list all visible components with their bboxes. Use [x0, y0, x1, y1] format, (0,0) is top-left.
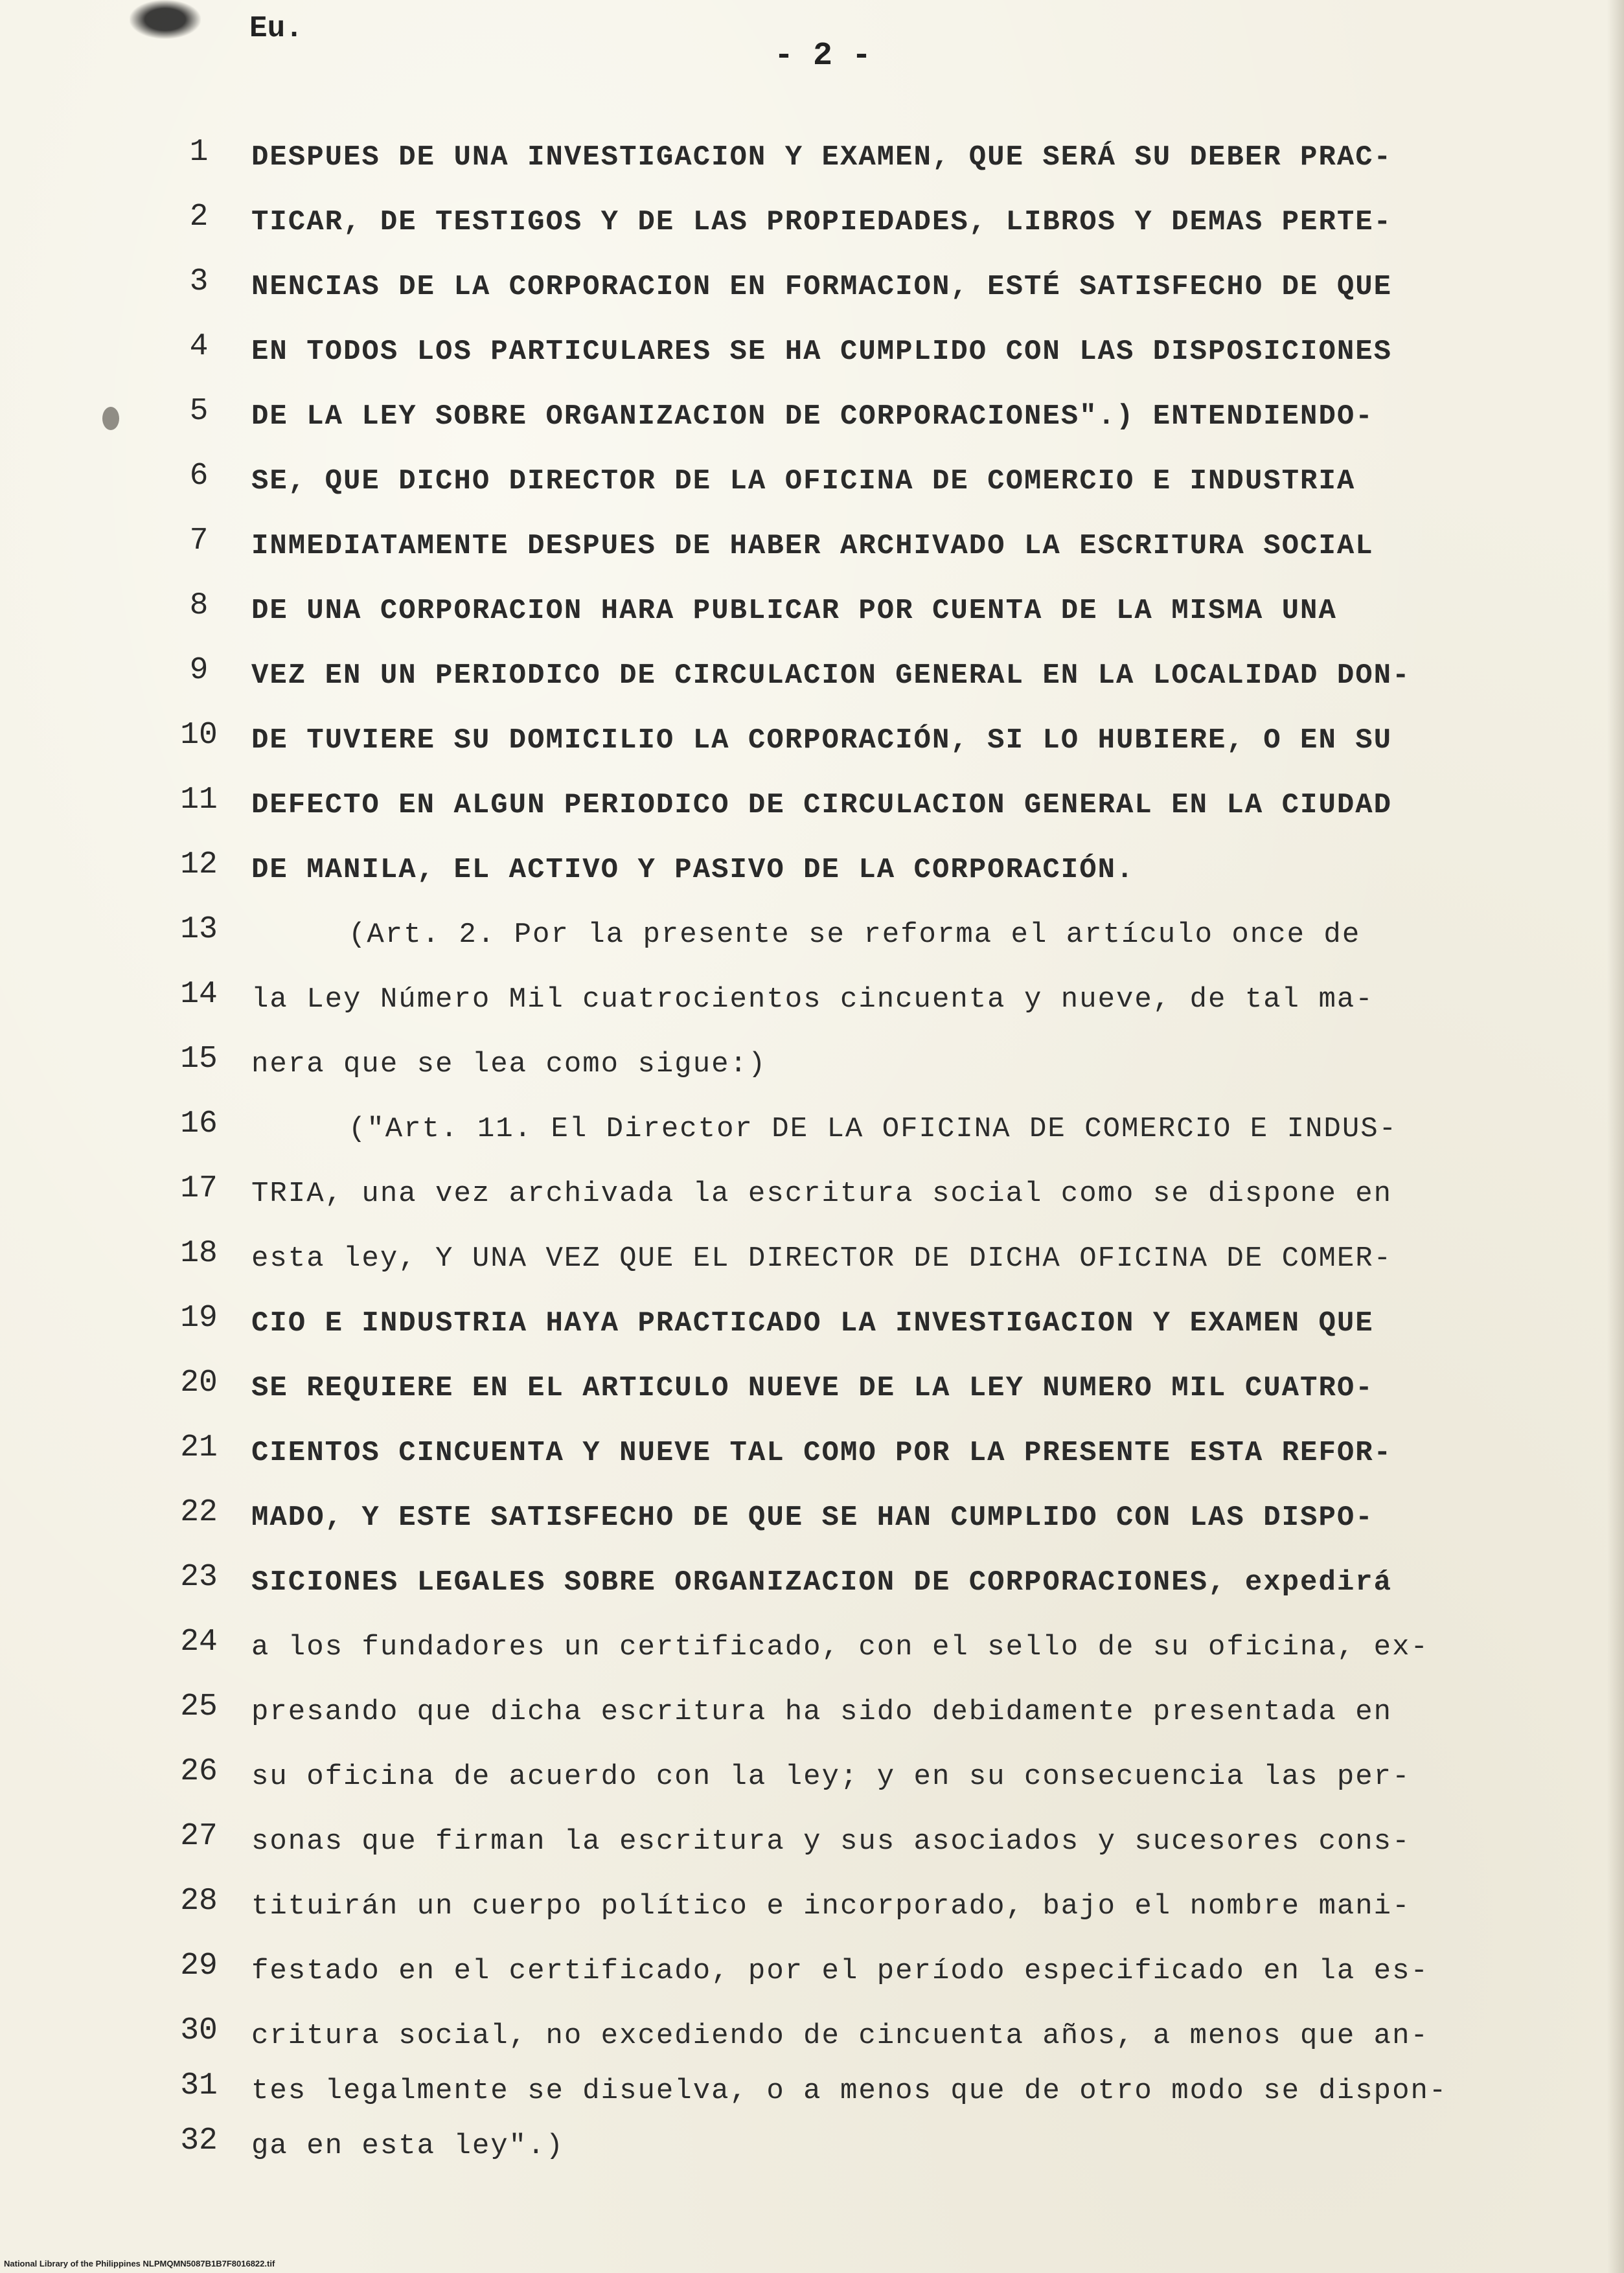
text-line: tes legalmente se disuelva, o a menos que de otro modo se dispon-	[251, 2075, 1448, 2107]
line-number: 18	[180, 1236, 218, 1271]
line-number: 24	[180, 1625, 218, 1660]
line-number: 20	[180, 1365, 218, 1400]
text-line: MADO, Y ESTE SATISFECHO DE QUE SE HAN CUMPLIDO CON LAS DISPO-	[251, 1502, 1374, 1534]
text-line: EN TODOS LOS PARTICULARES SE HA CUMPLIDO CON LAS DISPOSICIONES	[251, 336, 1393, 368]
text-line: TICAR, DE TESTIGOS Y DE LAS PROPIEDADES, LIBROS Y DEMAS PERTE-	[251, 206, 1393, 238]
text-line: critura social, no excediendo de cincuenta años, a menos que an-	[251, 2020, 1429, 2052]
text-line: DE MANILA, EL ACTIVO Y PASIVO DE LA CORPORACIÓN.	[251, 854, 1135, 886]
line-number: 11	[180, 782, 218, 817]
text-line: la Ley Número Mil cuatrocientos cincuenta y nueve, de tal ma-	[251, 983, 1374, 1016]
text-line: VEZ EN UN PERIODICO DE CIRCULACION GENERAL EN LA LOCALIDAD DON-	[251, 659, 1411, 692]
text-line: DESPUES DE UNA INVESTIGACION Y EXAMEN, QUE SERÁ SU DEBER PRAC-	[251, 141, 1393, 174]
text-line: sonas que firman la escritura y sus asociados y sucesores cons-	[251, 1825, 1411, 1858]
line-number: 23	[180, 1560, 218, 1595]
text-line: DEFECTO EN ALGUN PERIODICO DE CIRCULACION GENERAL EN LA CIUDAD	[251, 789, 1393, 821]
text-line: NENCIAS DE LA CORPORACION EN FORMACION, ESTÉ SATISFECHO DE QUE	[251, 271, 1393, 303]
text-line: SICIONES LEGALES SOBRE ORGANIZACION DE CORPORACIONES, expedirá	[251, 1566, 1393, 1599]
ink-blot	[130, 0, 201, 39]
typist-initials: Eu.	[249, 12, 303, 45]
text-line: su oficina de acuerdo con la ley; y en su consecuencia las per-	[251, 1761, 1411, 1793]
line-number: 32	[180, 2123, 218, 2158]
line-number: 15	[180, 1042, 218, 1077]
line-number: 6	[189, 459, 209, 494]
line-number: 21	[180, 1430, 218, 1465]
line-number: 4	[189, 329, 209, 364]
text-line: CIO E INDUSTRIA HAYA PRACTICADO LA INVESTIGACION Y EXAMEN QUE	[251, 1307, 1374, 1340]
text-line: (Art. 2. Por la presente se reforma el artículo once de	[349, 919, 1361, 951]
line-number: 2	[189, 200, 209, 234]
line-number: 19	[180, 1301, 218, 1336]
line-number: 13	[180, 912, 218, 947]
text-line: INMEDIATAMENTE DESPUES DE HABER ARCHIVADO LA ESCRITURA SOCIAL	[251, 530, 1374, 562]
text-line: ga en esta ley".)	[251, 2130, 564, 2162]
text-line: SE REQUIERE EN EL ARTICULO NUEVE DE LA LEY NUMERO MIL CUATRO-	[251, 1372, 1374, 1404]
text-line: nera que se lea como sigue:)	[251, 1048, 767, 1080]
line-number: 26	[180, 1754, 218, 1789]
line-number: 22	[180, 1495, 218, 1530]
line-number: 7	[189, 523, 209, 558]
line-number: 3	[189, 264, 209, 299]
line-number: 16	[180, 1106, 218, 1141]
text-line: tituirán un cuerpo político e incorporado, bajo el nombre mani-	[251, 1890, 1411, 1923]
line-number: 31	[180, 2068, 218, 2103]
paper-stain	[102, 407, 119, 430]
page-edge-shadow	[1607, 0, 1624, 2273]
line-number: 17	[180, 1171, 218, 1206]
line-number: 30	[180, 2013, 218, 2048]
line-number: 1	[189, 135, 209, 170]
line-number: 27	[180, 1819, 218, 1854]
line-number: 25	[180, 1689, 218, 1724]
page-number: - 2 -	[774, 38, 872, 74]
text-line: DE UNA CORPORACION HARA PUBLICAR POR CUENTA DE LA MISMA UNA	[251, 595, 1337, 627]
text-line: presando que dicha escritura ha sido debidamente presentada en	[251, 1696, 1393, 1728]
text-line: DE TUVIERE SU DOMICILIO LA CORPORACIÓN, SI LO HUBIERE, O EN SU	[251, 724, 1393, 757]
text-line: DE LA LEY SOBRE ORGANIZACION DE CORPORACIONES".) ENTENDIENDO-	[251, 400, 1374, 433]
line-number: 12	[180, 847, 218, 882]
line-number: 9	[189, 653, 209, 688]
line-number: 10	[180, 718, 218, 753]
text-line: SE, QUE DICHO DIRECTOR DE LA OFICINA DE COMERCIO E INDUSTRIA	[251, 465, 1356, 497]
line-number: 8	[189, 588, 209, 623]
text-line: a los fundadores un certificado, con el sello de su oficina, ex-	[251, 1631, 1429, 1663]
archive-footer-label: National Library of the Philippines NLPMQMN5087B1B7F8016822.tif	[4, 2259, 275, 2268]
line-number: 14	[180, 977, 218, 1012]
text-line: festado en el certificado, por el período especificado en la es-	[251, 1955, 1429, 1987]
line-number: 29	[180, 1948, 218, 1983]
text-line: esta ley, Y UNA VEZ QUE EL DIRECTOR DE DICHA OFICINA DE COMER-	[251, 1242, 1393, 1275]
line-number: 28	[180, 1884, 218, 1919]
text-line: TRIA, una vez archivada la escritura social como se dispone en	[251, 1178, 1393, 1210]
text-line: CIENTOS CINCUENTA Y NUEVE TAL COMO POR LA PRESENTE ESTA REFOR-	[251, 1437, 1393, 1469]
line-number: 5	[189, 394, 209, 429]
text-line: ("Art. 11. El Director DE LA OFICINA DE COMERCIO E INDUS-	[349, 1113, 1398, 1145]
